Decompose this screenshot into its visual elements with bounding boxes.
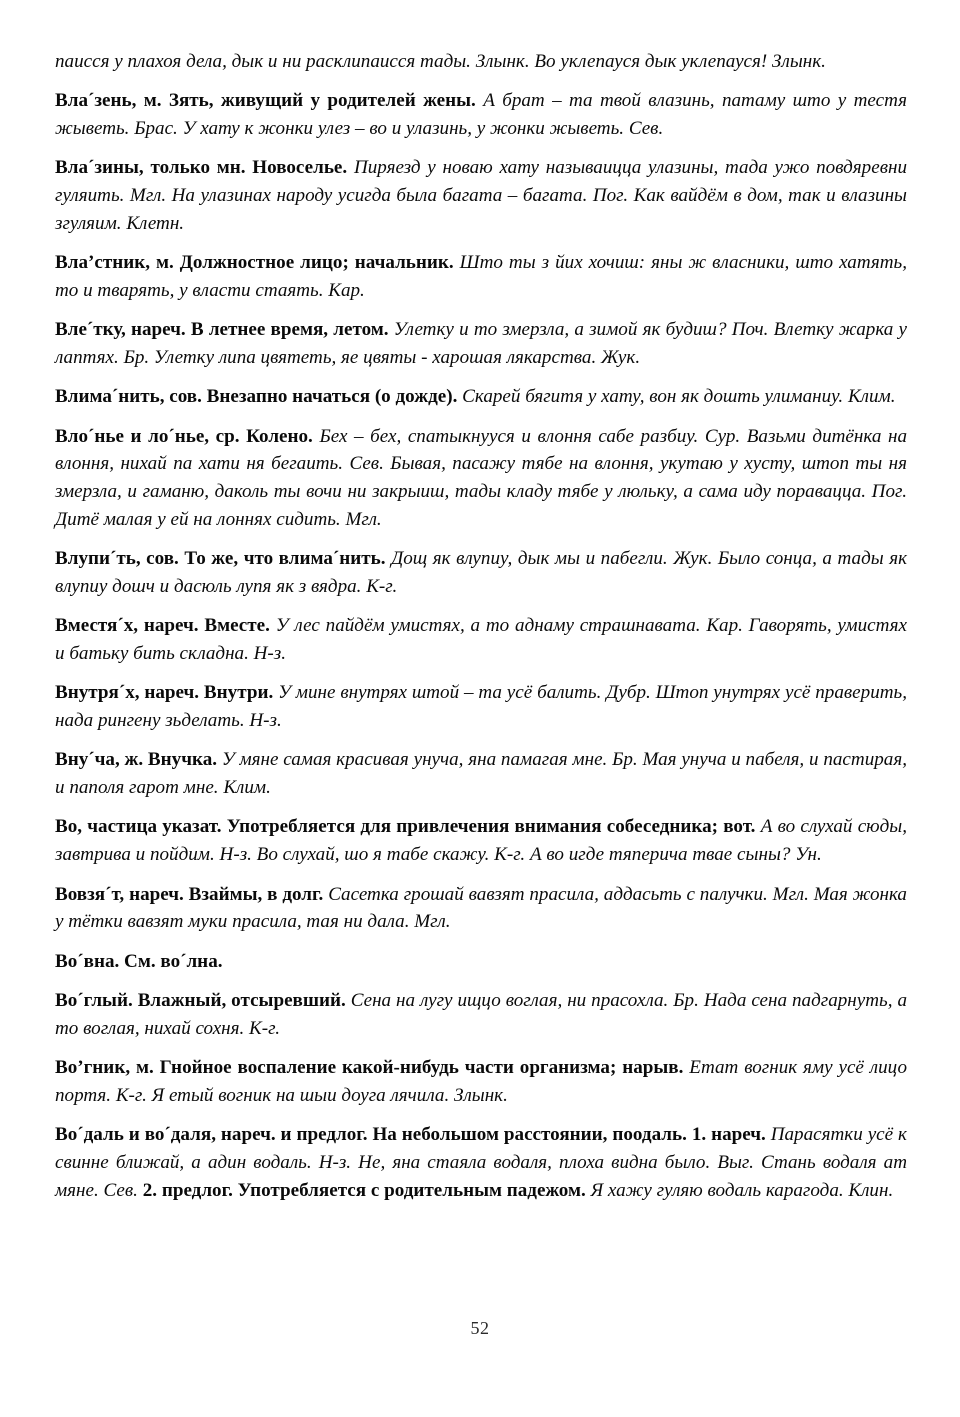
entry-headword: Во´вна. См. во´лна. bbox=[55, 950, 223, 972]
dictionary-entry bbox=[55, 423, 907, 534]
entry-examples: Етат вогник яму усё лицо портя. К-г. Я етый вогник на шыи доуга лячила. Злынк. bbox=[55, 1056, 907, 1106]
entry-examples: Скарей бягитя у хату, вон як дошть улиманиу. Клим. bbox=[462, 386, 896, 408]
continuation-text: паисся у плахоя дела, дык и ни расклипаисся тады. Злынк. Во уклепауся дык уклепауся! Злынк. bbox=[55, 51, 826, 72]
page-text-column bbox=[55, 48, 907, 1204]
entry-examples: У мяне самая красивая унуча, яна памагая мне. Бр. Мая унуча и пабеля, и пастирая, и паполя гарот мне. Клим. bbox=[55, 749, 907, 799]
entry-headword: Влупи´ть, сов. То же, что влима´нить. bbox=[55, 548, 386, 570]
entry-headword: Вле´тку, нареч. В летнее время, летом. bbox=[55, 319, 389, 341]
entry-headword: Во, частица указат. Употребляется для привлечения внимания собеседника; вот. bbox=[55, 816, 756, 838]
dictionary-entry bbox=[55, 249, 907, 305]
entry-headword: Вло´нье и ло´нье, ср. Колено. bbox=[55, 425, 313, 447]
dictionary-entry bbox=[55, 881, 907, 937]
entry-headword: Вну´ча, ж. Внучка. bbox=[55, 749, 218, 771]
sense-2-label: 2. предлог. Употребляется с родительным падежом. bbox=[142, 1179, 586, 1201]
entry-headword: Во’гник, м. Гнойное воспаление какой-нибудь части организма; нарыв. bbox=[55, 1056, 684, 1078]
dictionary-entry bbox=[55, 679, 907, 735]
dictionary-entry bbox=[55, 383, 907, 411]
entry-examples: А брат – та твой влазинь, патаму што у тестя жыветь. Брас. У хату к жонки улез – во и улазинь, у жонки жыветь. Сев. bbox=[55, 90, 907, 140]
entry-headword: Во´даль и во´даля, нареч. и предлог. На небольшом расстоянии, поодаль. bbox=[55, 1124, 687, 1145]
entry-headword: Внутря´х, нареч. Внутри. bbox=[55, 682, 274, 704]
sense-1-examples: Парасятки усё к свинне ближай, а адин водаль. Н-з. Не, яна стаяла водаля, плоха видна было. Выг. Стань водаля ат мяне. Сев. bbox=[55, 1124, 907, 1201]
entry-headword: Вместя´х, нареч. Вместе. bbox=[55, 615, 270, 637]
entry-headword: Вовзя´т, нареч. Взаймы, в долг. bbox=[55, 883, 324, 905]
sense-1-label: 1. нареч. bbox=[691, 1124, 766, 1145]
dictionary-entry bbox=[55, 154, 907, 237]
entry-examples: Сена на лугу ищцо воглая, ни прасохла. Бр. Нада сена падгарнуть, а то воглая, нихай сохня. К-г. bbox=[55, 989, 907, 1039]
dictionary-entry bbox=[55, 948, 907, 976]
entry-examples: Пиряезд у новаю хату называицца улазины, тада ужо повдяревни гуляить. Мгл. На улазинах народу усигда была багата – багата. Пог. Как вайдём в дом, так и влазины згуляим. Клетн. bbox=[55, 157, 908, 234]
entry-examples: Бех – бех, спатыкнууся и влоння сабе разбиу. Сур. Вазьми дитёнка на влоння, нихай па хати ня бегаить. Сев. Бывая, пасажу тябе на влоння, укутаю у хусту, штоп ты ня змерзла, и гаманю, даколь ты вочи ни закрыиш, тады кладу тябе у люльку, а сама иду поравацца. Пог. Дитё малая у ей на лоннях сидить. Мгл. bbox=[55, 425, 907, 530]
entry-examples: Што ты з йих хочиш: яны ж власники, што хатять, то и тварять, у власти стаять. Кар. bbox=[55, 252, 907, 301]
entry-headword: Влима´нить, сов. Внезапно начаться (о дожде). bbox=[55, 386, 458, 408]
dictionary-entry bbox=[55, 612, 907, 668]
entry-examples: Сасетка грошай вавзят прасила, аддасьть с палучки. Мгл. Мая жонка у тётки вавзят муки прасила, тая ни дала. Мгл. bbox=[55, 883, 907, 933]
dictionary-entry bbox=[55, 813, 907, 869]
dictionary-entry bbox=[55, 987, 907, 1043]
entry-examples: У лес пайдём умистях, а то аднаму страшнавата. Кар. Гаворять, умистях и батьку бить складна. Н-з. bbox=[55, 615, 907, 665]
dictionary-entry-multi-sense bbox=[55, 1121, 907, 1204]
dictionary-entry bbox=[55, 545, 907, 601]
entry-examples: Дощ як влупиу, дык мы и пабегли. Жук. Было сонца, а тады як влупиу дошч и дасюль лупя як з вядра. К-г. bbox=[55, 548, 908, 597]
dictionary-entry bbox=[55, 746, 907, 802]
dictionary-entry bbox=[55, 1054, 907, 1110]
entry-headword: Во´глый. Влажный, отсыревший. bbox=[55, 989, 346, 1011]
dictionary-entry bbox=[55, 316, 907, 372]
entry-examples: А во слухай сюды, завтрива и пойдим. Н-з. Во слухай, шо я табе скажу. К-г. А во игде тяперича твае сыны? Ун. bbox=[55, 816, 907, 866]
continuation-paragraph bbox=[55, 48, 907, 76]
sense-2-examples: Я хажу гуляю водаль карагода. Клин. bbox=[590, 1179, 894, 1201]
entry-examples: У мине внутрях штой – та усё балить. Дубр. Штоп унутрях усё праверить, нада рингену зьделать. Н-з. bbox=[55, 682, 907, 732]
entry-headword: Вла´зень, м. Зять, живущий у родителей жены. bbox=[55, 90, 476, 112]
entry-headword: Вла’стник, м. Должностное лицо; начальник. bbox=[55, 252, 454, 274]
entry-examples: Улетку и то змерзла, а зимой як будиш? Поч. Влетку жарка у лаптях. Бр. Улетку липа цвятеть, яе цвяты - харошая лякарства. Жук. bbox=[55, 319, 907, 369]
dictionary-entry bbox=[55, 87, 907, 143]
page-number: 52 bbox=[470, 1318, 490, 1338]
entry-headword: Вла´зины, только мн. Новоселье. bbox=[55, 157, 348, 179]
